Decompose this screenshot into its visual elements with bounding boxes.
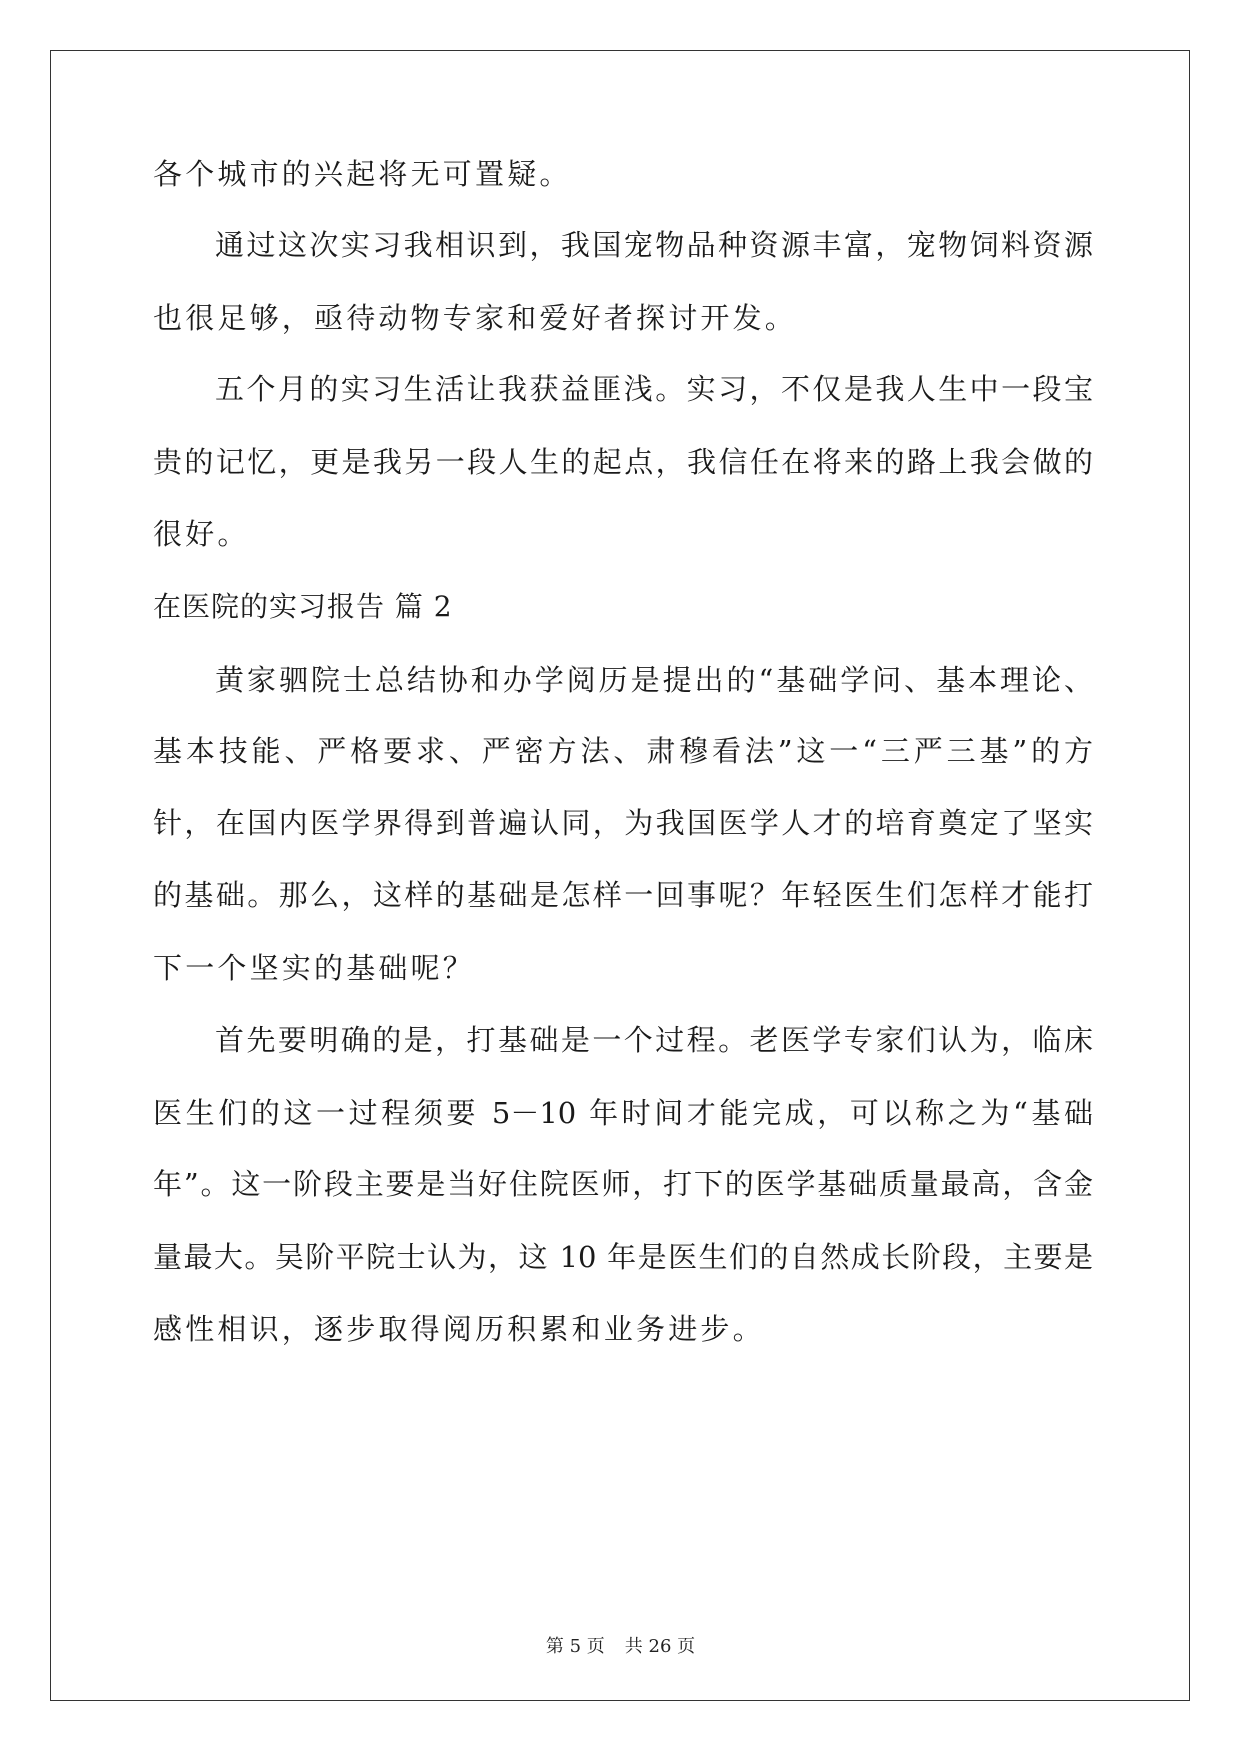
paragraph-line: 首先要明确的是，打基础是一个过程。老医学专家们认为，临床	[215, 1023, 1093, 1057]
paragraph-line: 感性相识，逐步取得阅历积累和业务进步。	[153, 1312, 765, 1346]
paragraph-line: 各个城市的兴起将无可置疑。	[153, 157, 572, 191]
paragraph-line: 医生们的这一过程须要 5－10 年时间才能完成，可以称之为“基础	[153, 1096, 1093, 1130]
paragraph-line: 年”。这一阶段主要是当好住院医师，打下的医学基础质量最高，含金	[153, 1167, 1093, 1201]
paragraph-line: 基本技能、严格要求、严密方法、肃穆看法”这一“三严三基”的方	[153, 734, 1093, 768]
page-total: 共 26 页	[624, 1636, 696, 1657]
paragraph-line: 五个月的实习生活让我获益匪浅。实习，不仅是我人生中一段宝	[215, 372, 1093, 406]
paragraph-line: 的基础。那么，这样的基础是怎样一回事呢？年轻医生们怎样才能打	[153, 878, 1093, 912]
page-border	[50, 50, 1190, 1701]
paragraph-line: 下一个坚实的基础呢？	[153, 951, 476, 985]
paragraph-line: 贵的记忆，更是我另一段人生的起点，我信任在将来的路上我会做的	[153, 445, 1093, 479]
paragraph-line: 针，在国内医学界得到普遍认同，为我国医学人才的培育奠定了坚实	[153, 806, 1093, 840]
paragraph-line: 量最大。吴阶平院士认为，这 10 年是医生们的自然成长阶段，主要是	[153, 1240, 1093, 1274]
page-footer	[0, 1632, 1241, 1658]
paragraph-line: 也很足够，亟待动物专家和爱好者探讨开发。	[153, 301, 798, 335]
paragraph-line: 通过这次实习我相识到，我国宠物品种资源丰富，宠物饲料资源	[215, 228, 1093, 262]
section-heading: 在医院的实习报告 篇 2	[153, 590, 453, 623]
page-number: 第 5 页	[545, 1636, 605, 1657]
paragraph-line: 很好。	[153, 517, 250, 551]
paragraph-line: 黄家驷院士总结协和办学阅历是提出的“基础学问、基本理论、	[215, 663, 1093, 697]
